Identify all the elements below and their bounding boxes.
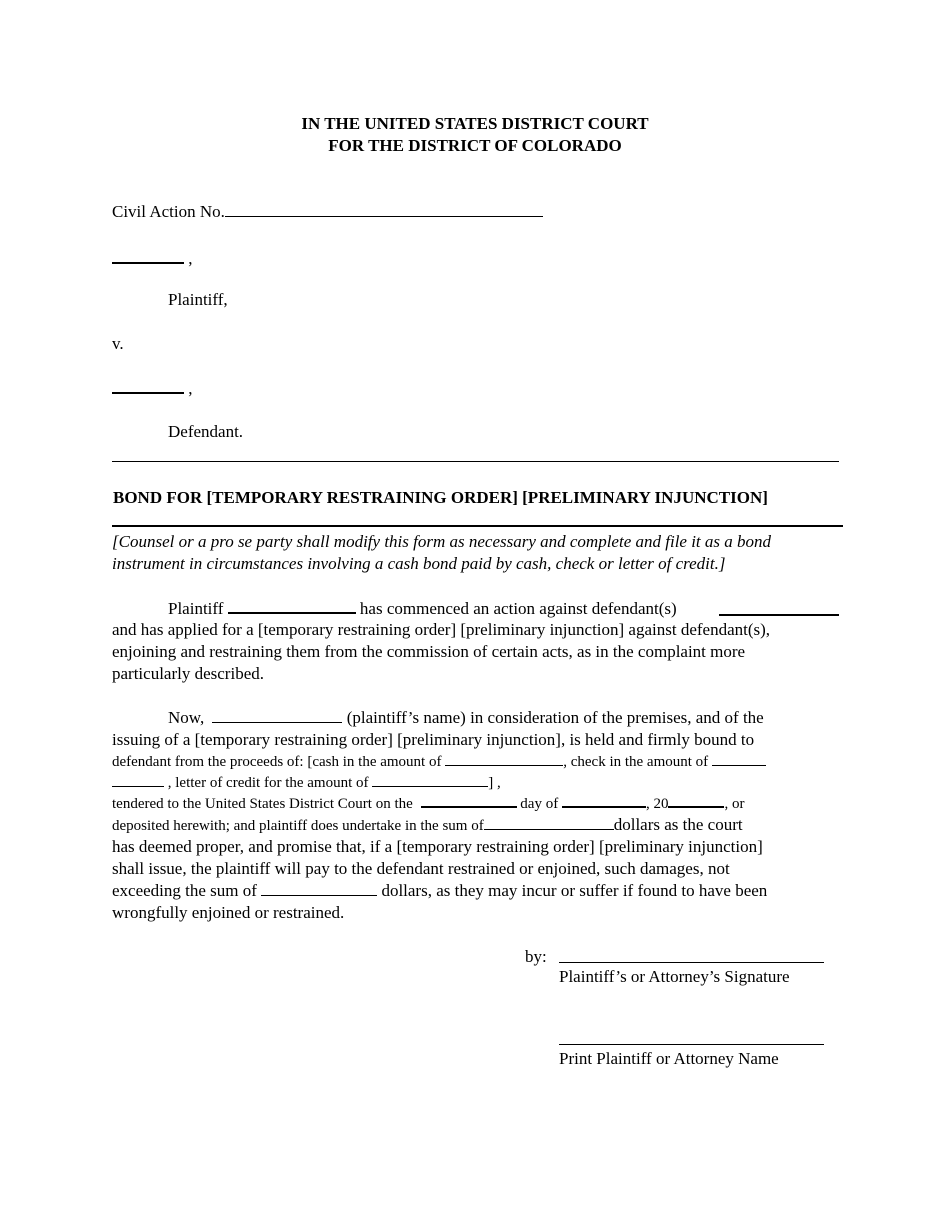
para1-plaintiff-field[interactable]	[228, 597, 356, 614]
civil-action-line	[112, 201, 543, 223]
para2-exceeding-label: exceeding the sum of	[112, 881, 257, 900]
para2-line-6	[112, 814, 743, 837]
document-title: BOND FOR [TEMPORARY RESTRAINING ORDER] [PRELIMINARY INJUNCTION]	[113, 488, 768, 507]
para2-line-2: issuing of a [temporary restraining order] [preliminary injunction], is held and firmly bound to	[112, 730, 755, 749]
para2-line-1	[168, 707, 764, 729]
print-name-label: Print Plaintiff or Attorney Name	[559, 1049, 779, 1068]
signature-line[interactable]	[559, 962, 824, 963]
para2-bracket-close: ] ,	[488, 775, 501, 791]
caption-divider	[112, 461, 839, 462]
by-label: by:	[525, 947, 547, 966]
instructions-line-1: [Counsel or a pro se party shall modify this form as necessary and complete and file it as a bond	[112, 532, 772, 551]
court-line-1: IN THE UNITED STATES DISTRICT COURT	[301, 114, 649, 133]
civil-action-number-field[interactable]	[225, 201, 543, 217]
para2-plaintiff-name-field[interactable]	[212, 707, 342, 723]
plaintiff-name-line	[112, 247, 193, 270]
defendant-name-field[interactable]	[112, 377, 184, 394]
tender-date-field[interactable]	[421, 793, 517, 808]
plaintiff-name-field[interactable]	[112, 247, 184, 264]
para2-line-8: shall issue, the plaintiff will pay to the defendant restrained or enjoined, such damages, not	[112, 859, 730, 878]
tender-year-field[interactable]	[668, 793, 724, 808]
undertake-sum-field[interactable]	[484, 814, 614, 830]
plaintiff-label: Plaintiff,	[168, 290, 228, 309]
para2-check-label: , check in the amount of	[563, 754, 709, 770]
letter-credit-amount-field[interactable]	[372, 773, 488, 787]
para2-tendered-label: tendered to the United States District Court on the	[112, 796, 413, 812]
para2-now: Now,	[168, 708, 205, 727]
para2-proceeds-label: defendant from the proceeds of: [cash in the amount of	[112, 754, 442, 770]
para2-line-5	[112, 793, 744, 814]
signature-label: Plaintiff’s or Attorney’s Signature	[559, 967, 790, 986]
para2-line-9	[112, 880, 767, 902]
para2-line-7: has deemed proper, and promise that, if a [temporary restraining order] [preliminary injunction]	[112, 837, 763, 856]
para2-line-10: wrongfully enjoined or restrained.	[112, 903, 345, 922]
para1-line-4: particularly described.	[112, 664, 264, 683]
check-amount-field-cont[interactable]	[112, 773, 164, 787]
para2-plaintiff-name-label: (plaintiff’s name) in consideration of the premises, and of the	[346, 708, 764, 727]
para2-letter-credit-label: , letter of credit for the amount of	[167, 775, 369, 791]
defendant-label: Defendant.	[168, 422, 244, 441]
para1-plaintiff-word: Plaintiff	[168, 599, 224, 618]
exceeding-sum-field[interactable]	[261, 880, 377, 896]
civil-action-label: Civil Action No.	[112, 202, 225, 221]
tender-month-field[interactable]	[562, 793, 646, 808]
para2-undertake-label: deposited herewith; and plaintiff does undertake in the sum of	[112, 818, 484, 834]
print-name-line[interactable]	[559, 1044, 824, 1045]
para2-line-4	[112, 773, 501, 793]
title-underline	[112, 525, 843, 527]
check-amount-field[interactable]	[712, 752, 766, 766]
para1-line-1	[168, 597, 677, 620]
para1-line-2: and has applied for a [temporary restraining order] [preliminary injunction] against defendant(s),	[112, 620, 771, 639]
para1-defendant-field[interactable]	[719, 599, 839, 616]
para2-or: , or	[724, 796, 745, 812]
para1-commenced: has commenced an action against defendant(s)	[359, 599, 677, 618]
defendant-name-line	[112, 377, 193, 400]
para2-dollars-incur: dollars, as they may incur or suffer if found to have been	[381, 881, 768, 900]
para2-dollars-court: dollars as the court	[613, 815, 743, 834]
court-line-2: FOR THE DISTRICT OF COLORADO	[328, 136, 622, 155]
cash-amount-field[interactable]	[445, 752, 563, 766]
defendant-comma: ,	[188, 379, 193, 398]
para2-line-3	[112, 752, 766, 772]
para2-twenty: , 20	[645, 796, 669, 812]
para2-day-of: day of	[520, 796, 559, 812]
versus: v.	[112, 334, 124, 353]
instructions-line-2: instrument in circumstances involving a cash bond paid by cash, check or letter of credit.]	[112, 554, 726, 573]
para1-line-3: enjoining and restraining them from the commission of certain acts, as in the complaint more	[112, 642, 746, 661]
plaintiff-comma: ,	[188, 249, 193, 268]
